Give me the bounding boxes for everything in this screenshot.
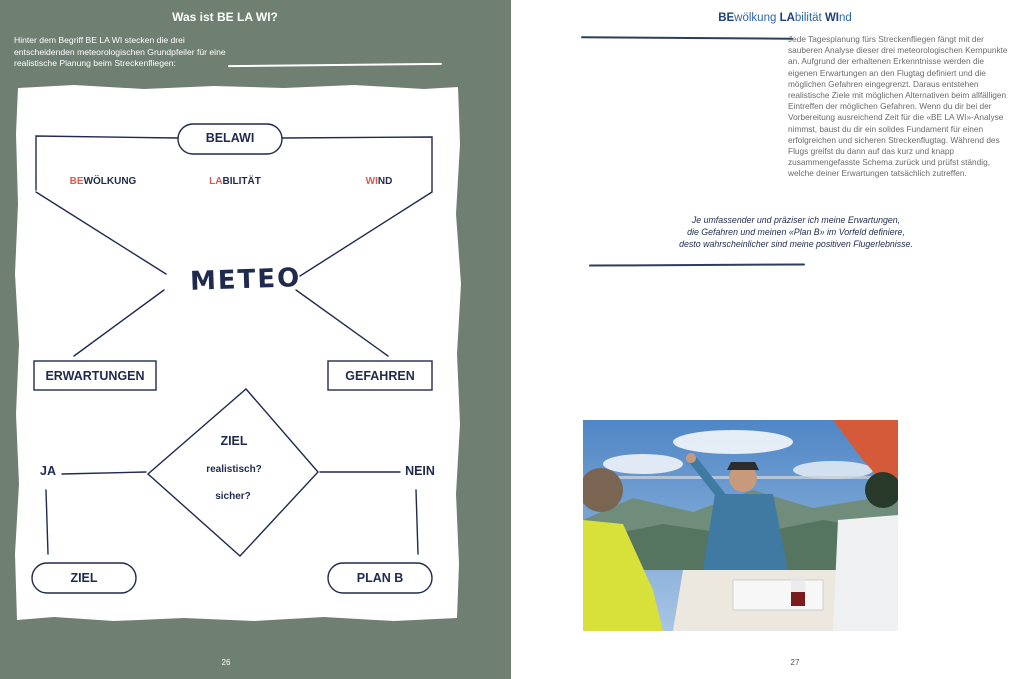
labilitaet-highlight: LA <box>209 176 223 187</box>
bewoelkung-label <box>58 176 148 187</box>
header-la: LA <box>779 12 795 24</box>
page-number-left: 26 <box>221 658 231 667</box>
header-woelkung: wölkung <box>734 12 780 24</box>
plan-b-label: PLAN B <box>356 571 404 585</box>
diagram-drawing <box>14 84 462 622</box>
briefing-photo <box>583 420 898 631</box>
header-wi: WI <box>824 12 840 24</box>
intro-text: Hinter dem Begriff BE LA WI stecken die drei entscheidenden meteorologischen Grundpfeiler für eine realistische Planung beim Streckenfliegen: <box>14 35 226 68</box>
quote-line-1: Je umfassender und präziser ich meine Erwartungen, <box>691 215 901 225</box>
quote-divider <box>589 263 805 266</box>
header-be: BE <box>718 12 735 24</box>
photo-illustration <box>583 420 898 631</box>
wind-label <box>354 176 404 187</box>
labilitaet-rest: BILITÄT <box>222 176 261 187</box>
ja-label: JA <box>40 464 56 478</box>
page-number-right: 27 <box>790 658 800 667</box>
meteo-label: METEO <box>189 263 302 297</box>
body-text: Jede Tagesplanung fürs Streckenfliegen fängt mit der sauberen Analyse dieser drei meteorologischen Kernpunkte an. Aufgrund der erhaltenen Erkenntnisse werden die eigenen Erwartungen an den Flugtag definiert und die möglichen Gefahren eingegrenzt. Daraus entstehen realistische Ziele mit möglichen Alternativen beim allfälligen Eintreffen der möglichen Gefahren. Wenn du dir bei der Vorbereitung ausreichend Zeit für die «BE LA WI»-Analyse nimmst, baust du dir ein solides Fundament für einen erfolgreichen und sicheren Streckenflugtag. Während des Flugs greifst du dann auf das kurz und knapp zusammengefasste Schema zurück und prüfst ständig, welche deiner Erwartungen tatsächlich zutreffen. <box>788 34 1008 179</box>
intro-divider <box>228 63 442 67</box>
page-title: Was ist BE LA WI? <box>172 10 278 24</box>
ziel-result-label: ZIEL <box>70 571 98 585</box>
belawi-label: BELAWI <box>205 131 255 145</box>
gefahren-label: GEFAHREN <box>345 369 415 383</box>
nein-label: NEIN <box>405 464 435 478</box>
bewoelkung-rest: WÖLKUNG <box>83 176 137 187</box>
bewoelkung-highlight: BE <box>69 176 84 187</box>
belawi-diagram <box>14 84 462 622</box>
wind-rest: ND <box>377 176 393 187</box>
realistisch-label: realistisch? <box>206 464 262 475</box>
sicher-label: sicher? <box>215 491 251 502</box>
pull-quote <box>651 214 941 250</box>
header-divider <box>581 36 793 39</box>
header-nd: nd <box>839 12 852 24</box>
labilitaet-label <box>190 176 280 187</box>
belawi-header <box>671 12 899 24</box>
erwartungen-label: ERWARTUNGEN <box>45 369 145 383</box>
quote-line-2: die Gefahren und meinen «Plan B» im Vorfeld definiere, <box>687 227 905 237</box>
quote-line-3: desto wahrscheinlicher sind meine positiven Flugerlebnisse. <box>679 239 913 249</box>
ziel-question-label: ZIEL <box>220 434 248 448</box>
header-bilitaet: bilität <box>794 12 825 24</box>
right-page <box>511 0 1020 679</box>
wind-highlight: WI <box>365 176 378 187</box>
